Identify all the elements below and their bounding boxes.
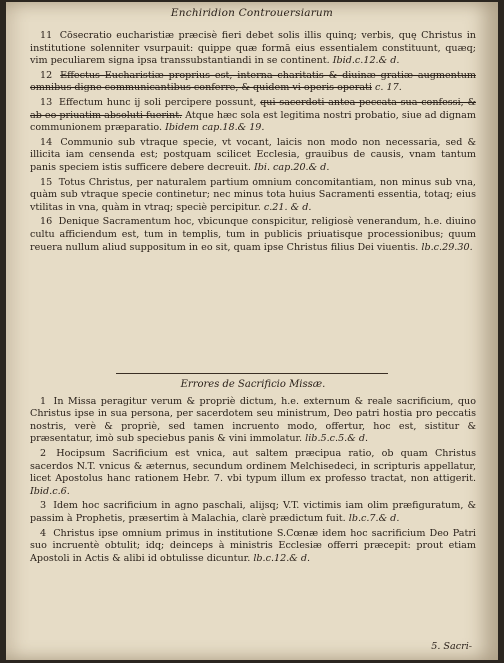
paragraph-text: Atque hæc sola est legitima nostri probatio, siue ad dignam communionem præparatio. <box>30 109 476 134</box>
paragraph-12 <box>30 70 476 95</box>
citation: lb.c.29.30. <box>421 241 473 253</box>
citation: Ibid.c.12.& d. <box>332 55 400 67</box>
paragraph-15 <box>30 177 476 215</box>
paragraph-text: Christus ipse omnium primus in institutione S.Cœnæ idem hoc sacrificium Deo Patri suo incruentè obtulit; idq; deinceps à ministris Ecclesiæ offerri præcepit: prout etiam Apostoli in Actis & alibi id obtulisse dicuntur. <box>30 527 476 564</box>
paragraph-number: 14 <box>40 136 53 148</box>
citation: Ibi. cap.20.& d. <box>253 161 330 173</box>
paragraph-text: Hocipsum Sacrificium est vnica, aut saltem præcipua ratio, ob quam Christus sacerdos N.T. vnicus & æternus, secundum ordinem Melchisedeci, in scripturis appellatur, licet Apostolus hanc rationem Hebr. 7. vbi typum illum ex professo tractat, non attigerit. <box>30 447 476 485</box>
paragraph-number: 2 <box>40 447 47 459</box>
citation: Ibid.c.6. <box>30 485 70 497</box>
book-page <box>6 2 498 660</box>
section-divider <box>116 373 388 374</box>
errors-eucharist-section <box>30 30 476 256</box>
paragraph-number: 12 <box>40 69 53 81</box>
paragraph-number: 4 <box>40 527 47 539</box>
paragraph-number: 13 <box>40 96 53 108</box>
paragraph-number: 11 <box>40 30 53 41</box>
paragraph-4 <box>30 528 476 566</box>
paragraph-13 <box>30 97 476 135</box>
paragraph-number: 15 <box>40 176 53 188</box>
paragraph-text: Denique Sacramentum hoc, vbicunque conspicitur, religiosè venerandum, h.e. diuino cultu afficiendum est, tum in templis, tum in publicis priuatisque processionibus; quum reuera nullum aliud suppositum in eo sit, quam ipse Christus filius Dei viuentis. <box>30 216 476 253</box>
citation: lib.5.c.5.& d. <box>305 433 369 445</box>
paragraph-16 <box>30 216 476 254</box>
citation: lb.c.12.& d. <box>253 552 311 564</box>
running-head: Enchiridion Controuersiarum <box>170 7 334 19</box>
section-title: Errores de Sacrificio Missæ. <box>180 379 326 390</box>
catchword: 5. Sacri- <box>431 641 472 652</box>
paragraph-number: 16 <box>40 216 53 228</box>
errors-sacrifice-section <box>30 379 476 567</box>
paragraph-text: Totus Christus, per naturalem partium omnium concomitantiam, non minus sub vna, quàm sub vtraque specie continetur; nec minus tota huius Sacramenti essentia, totaq; eius vtilitas in vna, quàm in vtraq; speciè percipitur. <box>30 176 476 213</box>
struck-text: Effectus Eucharistiæ proprius est, interna charitatis & diuinæ gratiæ augmentum omnibus digne communicantibus conferre, & quidem vi operis operati <box>30 69 476 94</box>
citation: c. 17. <box>375 82 402 94</box>
paragraph-11 <box>30 30 476 68</box>
citation: c.21. & d. <box>263 201 312 213</box>
citation: Ibidem cap.18.& 19. <box>165 122 265 134</box>
paragraph-text: In Missa peragitur verum & propriè dictum, h.e. externum & reale sacrificium, quo Christus ipse in sua persona, per sacerdotem seu ministrum, Deo patri hostia pro peccatis nostris, verè & propriè, sed tamen incruento modo, offertur, hoc est, sistitur & præsentatur, imò sub speciebus panis & vini immolatur. <box>30 395 476 445</box>
paragraph-14 <box>30 137 476 175</box>
citation: lb.c.7.& d. <box>348 512 400 524</box>
paragraph-1 <box>30 396 476 446</box>
paragraph-lead: Effectum hunc ij soli percipere possunt, <box>58 96 257 108</box>
paragraph-text: Idem hoc sacrificium in agno paschali, alijsq; V.T. victimis iam olim præfiguratum, & passim à Prophetis, præsertim à Malachia, clarè prædictum fuit. <box>30 500 476 524</box>
paragraph-2 <box>30 448 476 498</box>
paragraph-text: Cōsecratio eucharistiæ præcisè fieri debet solis illis quinq; verbis, quę Christus in institutione solenniter vsurpauit: quippe quæ formā eius essentialem constituunt, quæq; vim peculiarem signa ipsa transsubstantiandi in se continent. <box>30 30 476 67</box>
paragraph-text: Communio sub vtraque specie, vt vocant, laicis non modo non necessaria, sed & illicita iam censenda est; postquam scilicet Ecclesia, grauibus de causis, vnam tantum panis speciem istis sufficere debere decreuit. <box>30 136 476 173</box>
paragraph-number: 3 <box>40 500 47 512</box>
paragraph-3 <box>30 500 476 525</box>
paragraph-number: 1 <box>40 395 47 407</box>
struck-text: qui sacerdoti antea peccata sua confessi, & ab eo priuatim absoluti fuerint. <box>30 96 476 121</box>
